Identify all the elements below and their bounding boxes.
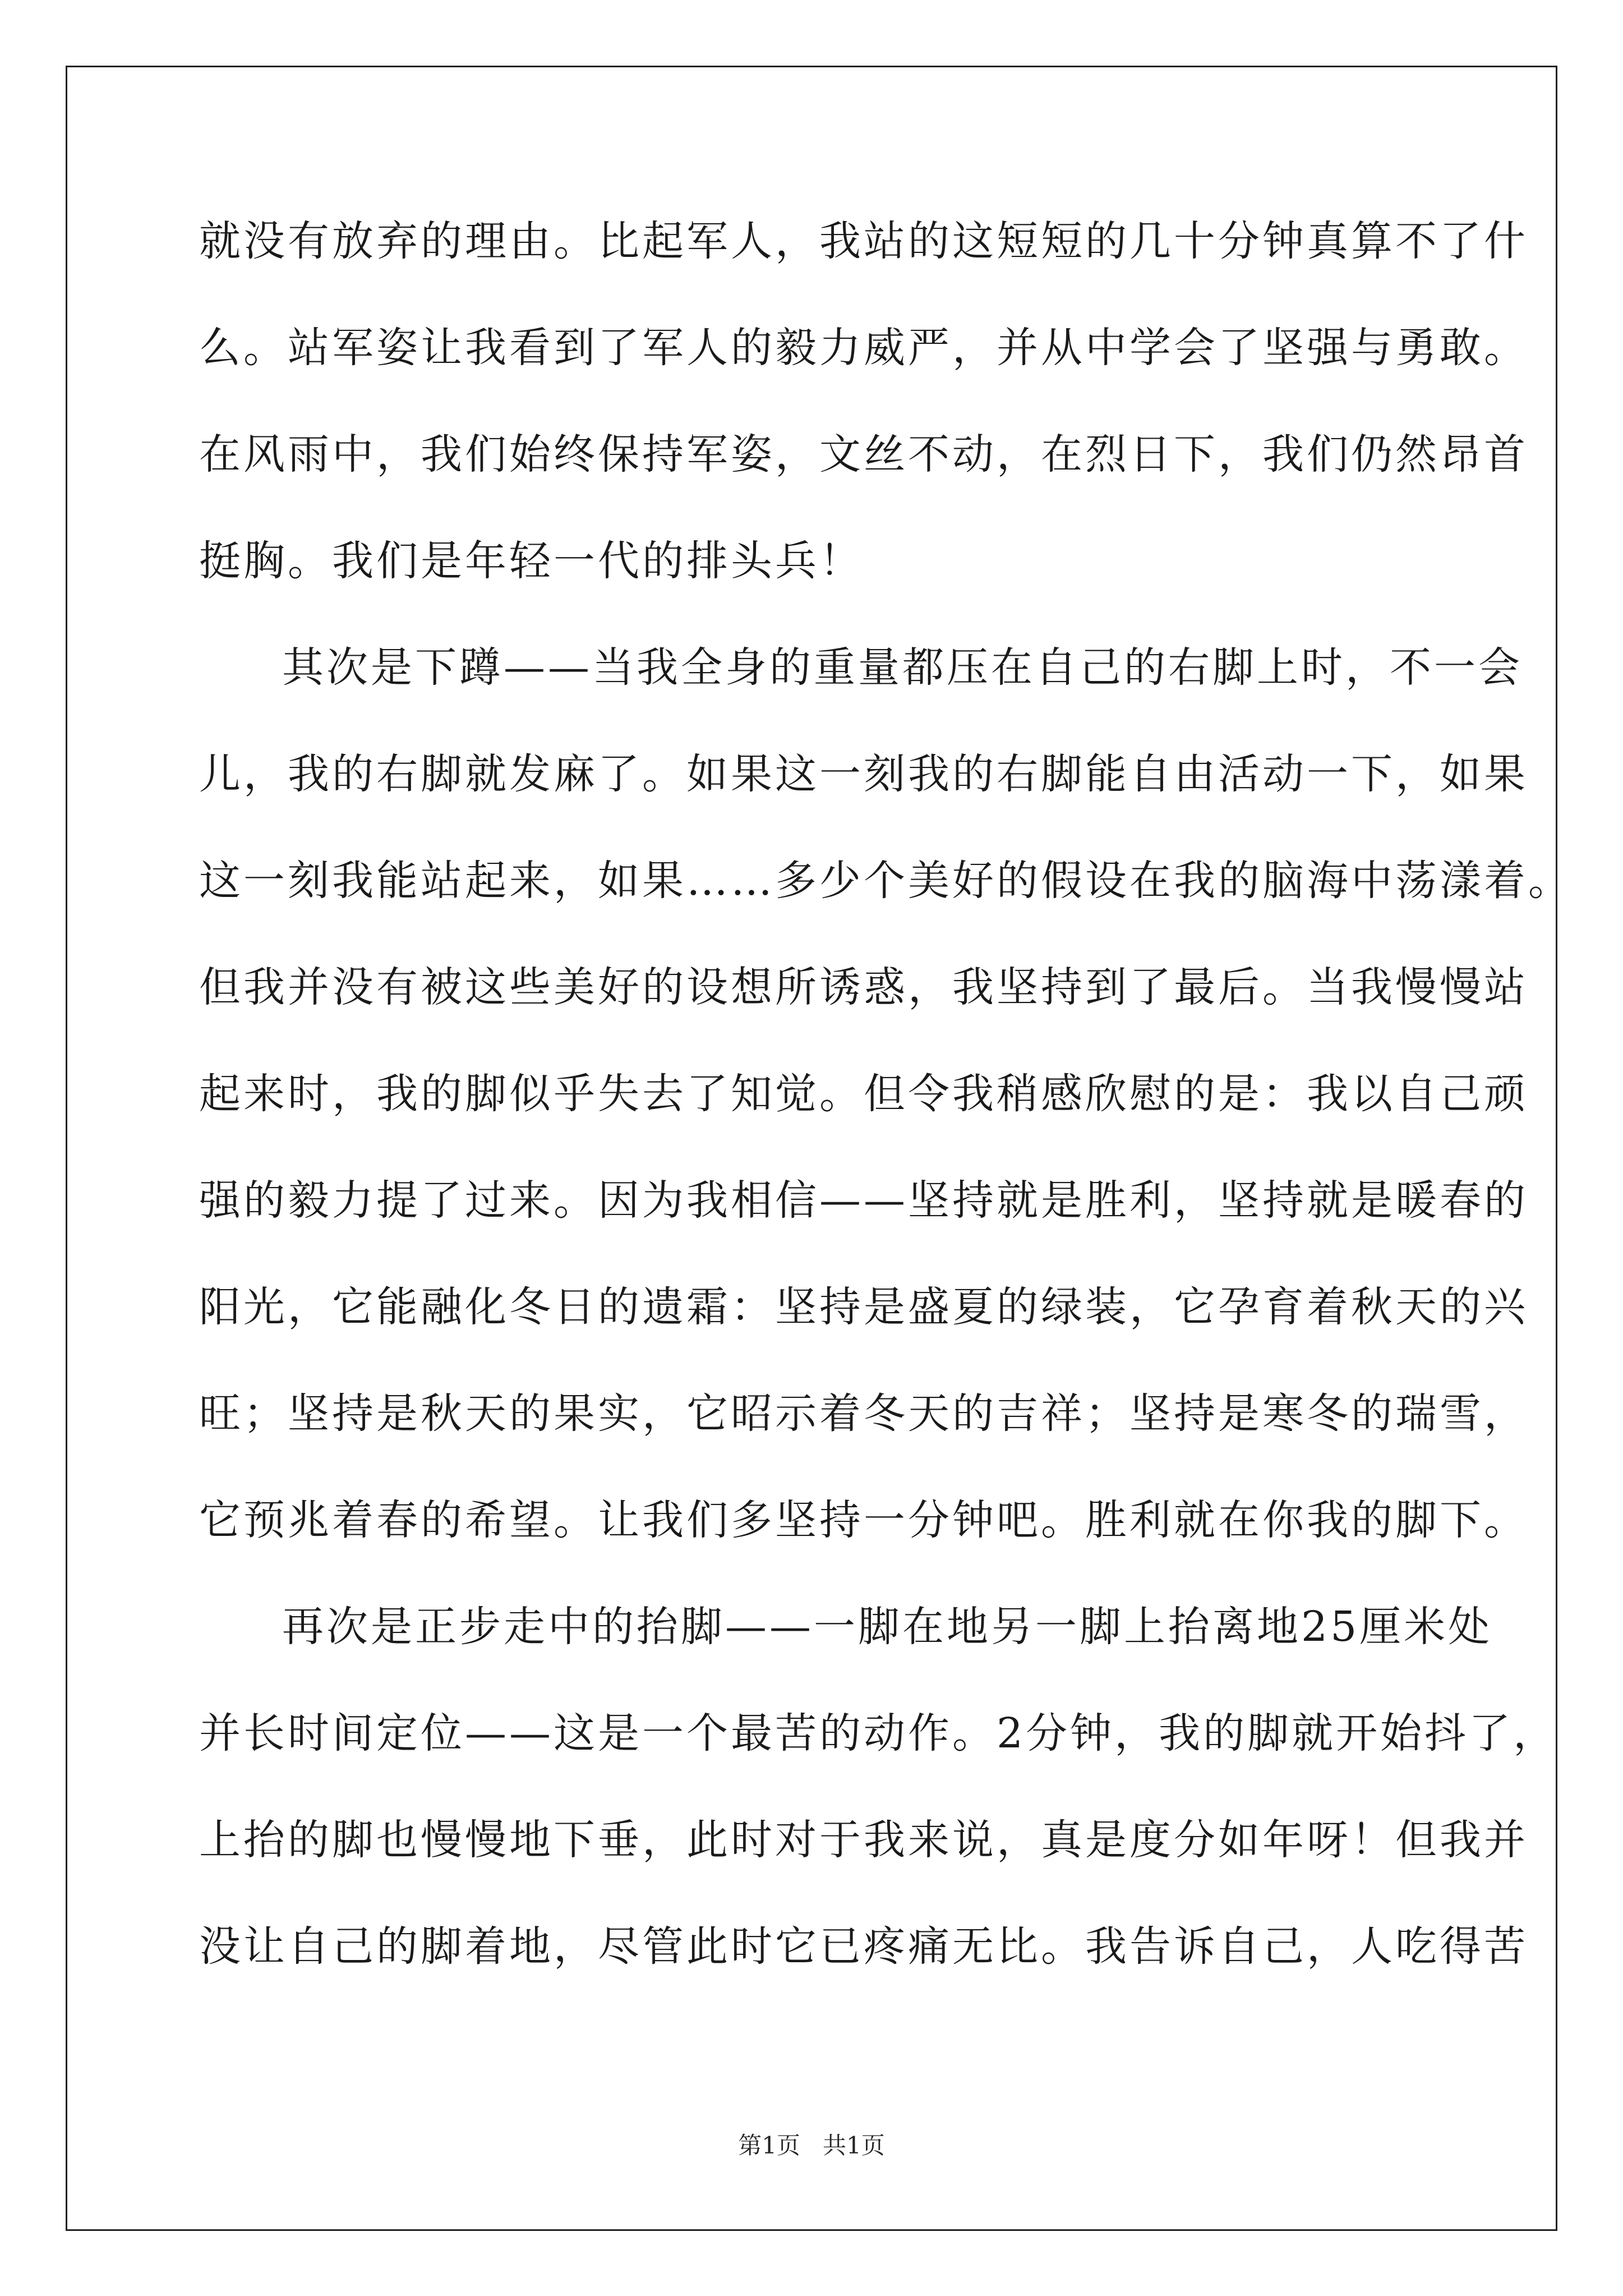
text-line: 在风雨中，我们始终保持军姿，文丝不动，在烈日下，我们仍然昂首: [199, 430, 1528, 478]
page-number-total: 共1页: [823, 2132, 885, 2159]
text-line: 挺胸。我们是年轻一代的排头兵！: [199, 537, 864, 585]
text-line: 起来时，我的脚似乎失去了知觉。但令我稍感欣慰的是：我以自己顽: [199, 1070, 1528, 1118]
text-line: 上抬的脚也慢慢地下垂，此时对于我来说，真是度分如年呀！但我并: [199, 1816, 1528, 1864]
text-line: 它预兆着春的希望。让我们多坚持一分钟吧。胜利就在你我的脚下。: [199, 1496, 1528, 1544]
page-number-current: 第1页: [738, 2132, 800, 2159]
text-line: 阳光，它能融化冬日的遗霜：坚持是盛夏的绿装，它孕育着秋天的兴: [199, 1283, 1528, 1331]
text-line: 儿，我的右脚就发麻了。如果这一刻我的右脚能自由活动一下，如果: [199, 750, 1528, 798]
text-line: 就没有放弃的理由。比起军人，我站的这短短的几十分钟真算不了什: [199, 217, 1528, 265]
text-line: 这一刻我能站起来，如果……多少个美好的假设在我的脑海中荡漾着。: [199, 857, 1573, 905]
text-line: 强的毅力提了过来。因为我相信——坚持就是胜利，坚持就是暖春的: [199, 1176, 1528, 1225]
text-line: 并长时间定位——这是一个最苦的动作。2分钟，我的脚就开始抖了，: [199, 1709, 1558, 1757]
paragraph-first-line: 再次是正步走中的抬脚——一脚在地另一脚上抬离地25厘米处: [282, 1603, 1493, 1651]
page-footer: [0, 2129, 1623, 2162]
text-line: 旺；坚持是秋天的果实，它昭示着冬天的吉祥；坚持是寒冬的瑞雪，: [199, 1389, 1528, 1438]
text-line: 没让自己的脚着地，尽管此时它已疼痛无比。我告诉自己，人吃得苦: [199, 1922, 1528, 1971]
page-border: [66, 66, 1557, 2231]
text-line: 么。站军姿让我看到了军人的毅力威严，并从中学会了坚强与勇敢。: [199, 324, 1528, 372]
text-line: 但我并没有被这些美好的设想所诱惑，我坚持到了最后。当我慢慢站: [199, 963, 1528, 1011]
paragraph-first-line: 其次是下蹲——当我全身的重量都压在自己的右脚上时，不一会: [282, 643, 1523, 692]
